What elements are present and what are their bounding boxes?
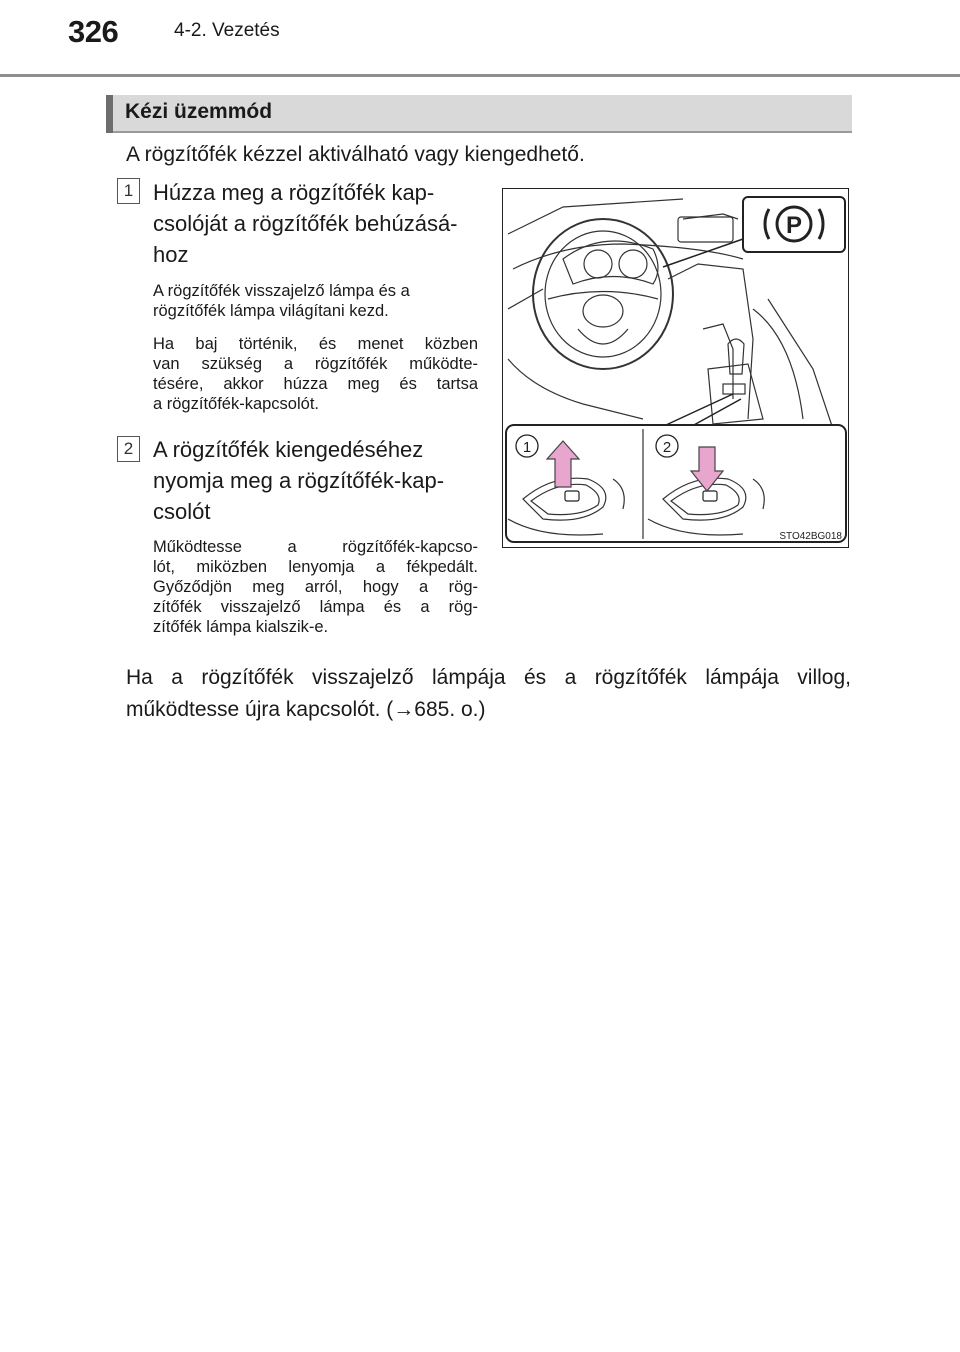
note-line: van szükség a rögzítőfék működte- [153, 355, 478, 373]
section-accent [106, 95, 113, 133]
step-2-badge: 2 [117, 436, 140, 462]
section-heading [106, 95, 852, 133]
note-line: A rögzítőfék visszajelző lámpa és a [153, 282, 410, 300]
note-line: Ha baj történik, és menet közben [153, 335, 478, 353]
note-line: tésére, akkor húzza meg és tartsa [153, 375, 478, 393]
step-1-badge: 1 [117, 178, 140, 204]
step-1-title-line: Húzza meg a rögzítőfék kap- [153, 180, 435, 205]
note-line: lót, miközben lenyomja a fékpedált. [153, 558, 478, 576]
chapter-title: 4-2. Vezetés [174, 20, 280, 41]
intro-text: A rögzítőfék kézzel aktiválható vagy kiengedhető. [126, 143, 585, 166]
step-1-note-2 [153, 334, 478, 414]
page-reference[interactable]: 685. o.) [414, 698, 486, 721]
illustration-drawing [503, 189, 850, 549]
parking-symbol: P [785, 212, 803, 239]
section-title: Kézi üzemmód [125, 100, 273, 123]
note-line: Működtesse a rögzítőfék-kapcso- [153, 538, 478, 556]
step-2-title-line: A rögzítőfék kiengedéséhez [153, 437, 424, 462]
page-number: 326 [68, 14, 119, 49]
note-line: a rögzítőfék-kapcsolót. [153, 395, 319, 413]
note-line: rögzítőfék lámpa világítani kezd. [153, 302, 389, 320]
step-2-note-1 [153, 537, 478, 637]
step-1-note-1 [153, 281, 478, 321]
step-2-title-line: nyomja meg a rögzítőfék-kap- [153, 468, 445, 493]
step-2-title-line: csolót [153, 499, 211, 524]
parking-brake-illustration [502, 188, 849, 548]
header-rule [0, 74, 960, 77]
note-line: zítőfék visszajelző lámpa és a rög- [153, 598, 478, 616]
note-line: zítőfék lámpa kialszik-e. [153, 618, 329, 636]
arrow-icon: → [393, 698, 415, 721]
figure-code: STO42BG018 [779, 531, 842, 542]
step-2-title [153, 434, 498, 527]
step-1-title [153, 177, 498, 270]
inset-label: 1 [522, 439, 532, 456]
step-1-title-line: hoz [153, 242, 189, 267]
closing-text: Ha a rögzítőfék visszajelző lámpája és a rögzítőfék lámpája villog, működtesse újra kapcsolót. ( [126, 666, 851, 721]
inset-label: 2 [662, 439, 672, 456]
closing-paragraph [126, 662, 851, 726]
step-1-title-line: csolóját a rögzítőfék behúzásá- [153, 211, 458, 236]
note-line: Győződjön meg arról, hogy a rög- [153, 578, 478, 596]
